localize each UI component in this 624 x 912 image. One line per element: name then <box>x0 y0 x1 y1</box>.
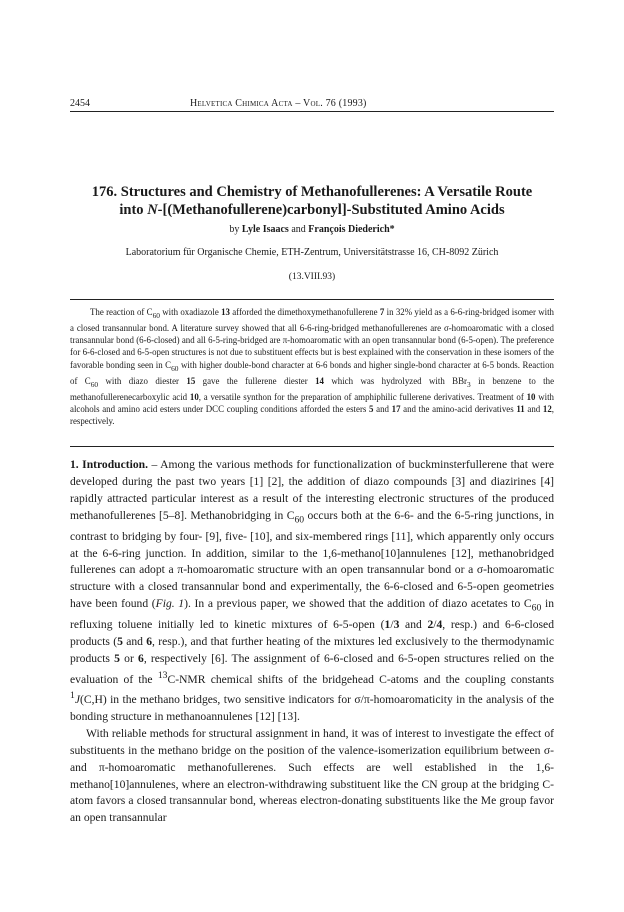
abstract-rule-bottom <box>70 446 554 447</box>
abstract: The reaction of $C_{60}$ with oxadiazole 13 afforded the dimethoxymethanofullerene 7 in 32% yield as a 6-6-ring-bridged isomer with a closed transannular bond. A literature survey showed that all 6-6-ring-bridged methanofullerenes are σ-homoaromatic with a closed transannular bond (6-6-closed) and all 6-5-ring-bridged are π-homoaromatic with an open transannular bond (6-5-open). The preference for 6-6-closed and 6-5-open structures is not due to substituent effects but is best explained with the conservation in these isomers of the favorable bonding seen in $C_{60}$ with higher double-bond character at 6-6 bonds and higher single-bond character at 6-5 bonds. Reaction of $C_{60}$ with diazo diester 15 gave the fullerene diester 14 which was hydrolyzed with BBr$_3$ in benzene to the methanofullerenecarboxylic acid 10, a versatile synthon for the preparation of amphiphilic fullerene derivatives. Treatment of 10 with alcohols and amino acid esters under DCC coupling conditions afforded the esters 5 and 17 and the amino-acid derivatives 11 and 12, respectively. <box>70 307 555 426</box>
header-rule <box>70 111 554 112</box>
journal-page <box>70 0 554 912</box>
paragraph-2: With reliable methods for structural assignment in hand, it was of interest to investigate the effect of substituents in the methano bridge on the position of the valence-isomerization equilibrium between σ- and π-homoaromatic methanofullerenes. Such effects are well established in the 1,6-methano[10]annulenes, where an electron-withdrawing substituent like the CN group at the bridging C-atom favors a closed transannular bond, whereas electron-donating substituents like the Me group favor an open transannular <box>70 727 554 825</box>
article-title: 176. Structures and Chemistry of Methanofullerenes: A Versatile Route into N-[(Methanofullerene)carbonyl]-Substituted Amino Acids <box>91 184 533 218</box>
paragraph-introduction: 1. Introduction. – Among the various methods for functionalization of buckminsterfullerene that were developed during the past two years [1] [2], the addition of diazo compounds [3] and diazirines [4] rapidly attracted particular interest as a result of the interesting electronic structures of the produced methanofullerenes [5–8]. Methanobridging in $C_{60}$ occurs both at the 6-6- and the 6-5-ring junctions, in contrast to bridging by four- [9], five- [10], and six-membered rings [11], which apparently only occurs at the 6-6-ring junction. In addition, similar to the 1,6-methano[10]annulenes [12], methanobridged fullerenes can adopt a π-homoaromatic structure with an open transannular bond or a σ-homoaromatic structure with a closed transannular bond and experimentally, the 6-6-closed and 6-5-open geometries have been found (Fig. 1). In a previous paper, we showed that the addition of diazo acetates to $C_{60}$ in refluxing toluene initially led to kinetic mixtures of 6-5-open (1/3 and 2/4, resp.) and 6-6-closed products (5 and 6, resp.), and that further heating of the mixtures led exclusively to the thermodynamic products 5 or 6, respectively [6]. The assignment of 6-6-closed and 6-5-open structures relied on the evaluation of the $^{13}$C-NMR chemical shifts of the bridgehead C-atoms and the coupling constants $^1$J(C,H) in the methano bridges, two sensitive indicators for σ/π-homoaromaticity in the analysis of the bonding structure in methanoannulenes [12] [13]. <box>70 458 554 724</box>
received-date: (13.VIII.93) <box>288 272 336 282</box>
section-heading: 1. Introduction. <box>70 458 148 471</box>
title-line-1: 176. Structures and Chemistry of Methanofullerenes: A Versatile Route <box>91 184 533 200</box>
author-byline: by Lyle Isaacs and François Diederich* <box>229 224 395 235</box>
figure-reference: Fig. 1 <box>155 597 185 611</box>
journal-citation: Helvetica Chimica Acta – Vol. 76 (1993) <box>190 98 367 109</box>
body-text <box>70 457 554 827</box>
affiliation: Laboratorium für Organische Chemie, ETH-Zentrum, Universitätstrasse 16, CH-8092 Zürich <box>125 247 499 258</box>
page-number: 2454 <box>70 98 90 109</box>
author-name: François Diederich* <box>308 224 395 235</box>
abstract-rule-top <box>70 299 554 300</box>
author-name: Lyle Isaacs <box>241 224 289 235</box>
